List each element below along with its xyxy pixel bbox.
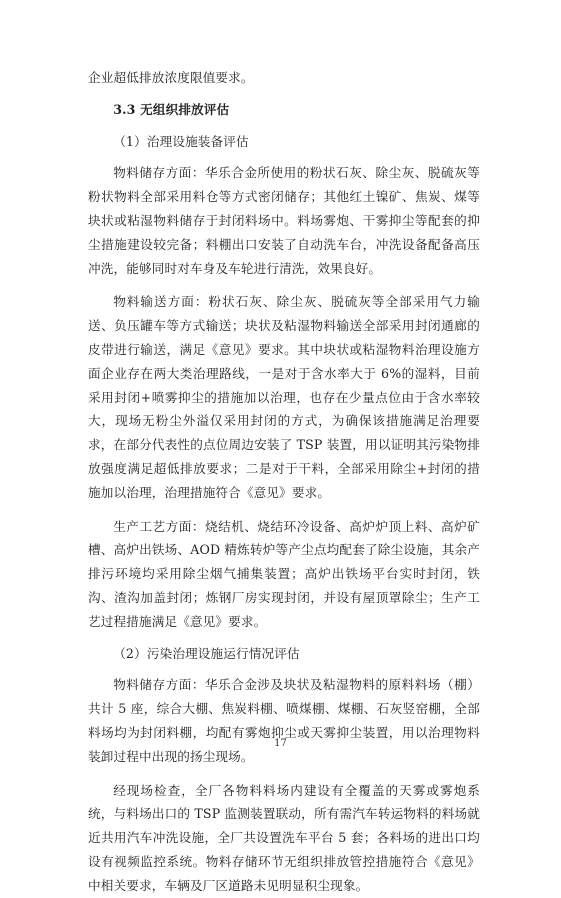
subsection-title-1: （1）治理设施装备评估 — [113, 133, 249, 149]
page-number: 17 — [274, 738, 287, 749]
paragraph-transport: 物料输送方面：粉状石灰、除尘灰、脱硫灰等全部采用气力输送、负压罐车等方式输送；块状及粘湿物料输送全部采用封闭通廊的皮带进行输送，满足《意见》要求。其中块状或粘湿物料治理设施方面企业存在两大类治理路线，一是对于含水率大于 6%的湿料，目前采用封闭+喷雾抑尘的措施加以治理，也存在少量点位由于含水率较大，现场无粉尘外溢仅采用封闭的方式，为确保该措施满足治理要求，在部分代表性的点位周边安装了 TSP 装置，用以证明其污染物排放强度满足超低排放要求；二是对于干料，全部采用除尘+封闭的措施加以治理，治理措施符合《意见》要求。 — [88, 294, 480, 500]
paragraph-storage-operation: 物料储存方面：华乐合金涉及块状及粘湿物料的原料料场（棚）共计 5 座，综合大棚、焦炭料棚、喷煤棚、煤棚、石灰竖窑棚，全部料场均为封闭料棚，均配有雾炮抑尘或天雾抑尘装置，用以治理物料装卸过程中出现的扬尘现场。 — [88, 677, 480, 764]
section-heading: 3.3 无组织排放评估 — [113, 101, 230, 117]
paragraph-process: 生产工艺方面：烧结机、烧结环冷设备、高炉炉顶上料、高炉矿槽、高炉出铁场、AOD 精炼转炉等产尘点均配套了除尘设施，其余产排污环境均采用除尘烟气捕集装置；高炉出铁场平台实时封闭，铁沟、渣沟加盖封闭；炼钢厂房实现封闭，并设有屋顶罩除尘；生产工艺过程措施满足《意见》要求。 — [88, 518, 480, 629]
continued-line: 企业超低排放浓度限值要求。 — [88, 70, 254, 85]
paragraph-inspection: 经现场检查，全厂各物料料场内建设有全覆盖的天雾或雾炮系统，与料场出口的 TSP 监测装置联动，所有需汽车转运物料的料场就近共用汽车冲洗设施，全厂共设置洗车平台 5 套；各料场的进出口均设有视频监控系统。物料存储环节无组织排放管控措施符合《意见》中相关要求，车辆及厂区道路未见明显积尘现象。 — [88, 782, 480, 893]
subsection-title-2: （2）污染治理设施运行情况评估 — [113, 645, 300, 661]
document-body — [88, 66, 480, 898]
paragraph-storage: 物料储存方面：华乐合金所使用的粉状石灰、除尘灰、脱硫灰等粉状物料全部采用料仓等方式密闭储存；其他红土镍矿、焦炭、煤等块状或粘湿物料储存于封闭料场中。料场雾炮、干雾抑尘等配套的抑尘措施建设较完备；料棚出口安装了自动洗车台，冲洗设备配备高压冲洗，能够同时对车身及车轮进行清洗，效果良好。 — [88, 165, 480, 276]
